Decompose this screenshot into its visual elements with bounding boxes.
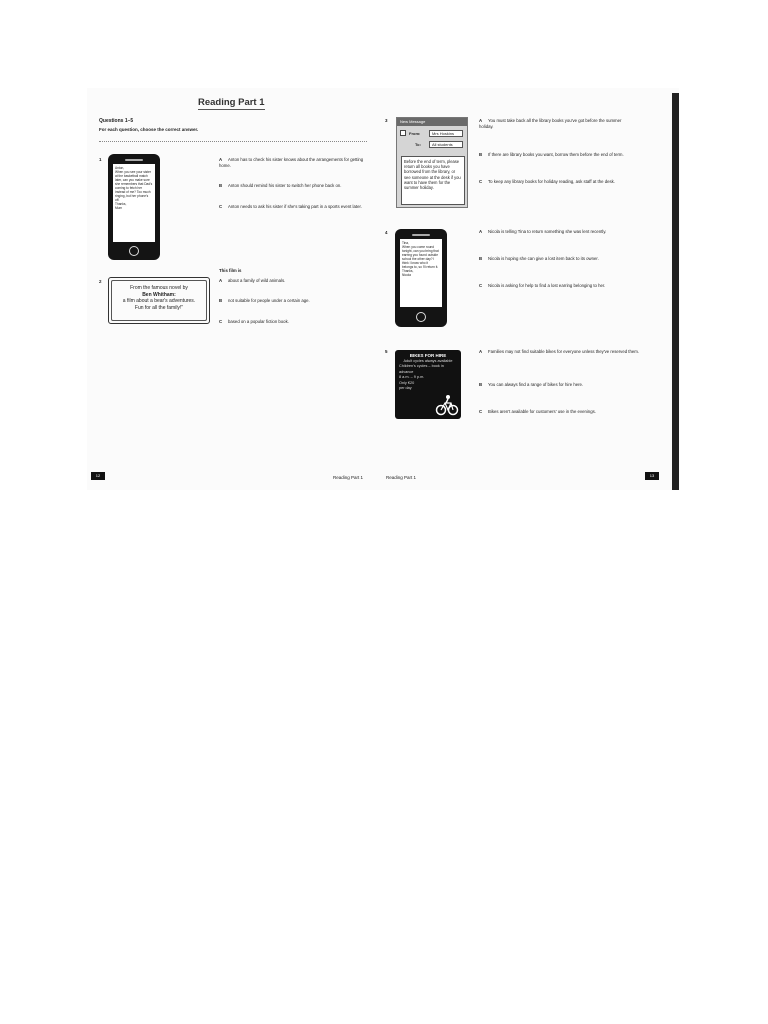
- instruction: For each question, choose the correct answer.: [99, 127, 199, 132]
- poster-line: Fun for all the family!": [134, 304, 184, 311]
- option-c[interactable]: C Anton needs to ask his sister if she's taking part in a sports event later.: [219, 204, 362, 209]
- notice-line: Adult cycles always available: [403, 358, 453, 363]
- email-window: [396, 117, 468, 208]
- option-c[interactable]: C Bikes aren't available for customers' use in the evenings.: [479, 409, 596, 414]
- option-a[interactable]: A Anton has to check his sister knows about the arrangements for getting home.: [219, 157, 364, 168]
- question-number: 5: [385, 349, 388, 354]
- poster-author: Ben Whitham:: [142, 291, 176, 298]
- option-b[interactable]: B You can always find a range of bikes for hire here.: [479, 382, 584, 387]
- notice-title: BIKES FOR HIRE: [409, 353, 447, 358]
- option-a[interactable]: A about a family of wild animals.: [219, 278, 286, 283]
- question-number: 1: [99, 157, 102, 162]
- option-c[interactable]: C To keep any library books for holiday reading, ask staff at the desk.: [479, 179, 615, 184]
- question-stem: This film is: [219, 268, 242, 273]
- option-c[interactable]: C based on a popular fiction book.: [219, 319, 289, 324]
- page-edge: [672, 93, 679, 490]
- option-b[interactable]: B If there are library books you want, borrow them before the end of term.: [479, 152, 624, 157]
- option-a[interactable]: A Families may not find suitable bikes for everyone unless they've reserved them.: [479, 349, 640, 354]
- page-footer: Reading Part 1: [386, 475, 417, 480]
- notice-line: Children's cycles – book in advance: [399, 364, 444, 374]
- question-number: 4: [385, 230, 388, 235]
- phone-message: Tina, When you come round tonight, can you bring that earring you found outside school the other day? I think I know who it belongs to, so I'll return it. Thanks, Nicola: [400, 239, 442, 307]
- phone-message: Anton, When you see your sister at the basketball match later, can you make sure she remembers that Dad's coming to fetch her instead of me? Too much ringing, but her phone's off. Thanks, Mum: [113, 164, 155, 242]
- option-b[interactable]: B Nicola is hoping she can give a lost item back to its owner.: [479, 256, 599, 261]
- question-number: 3: [385, 118, 388, 123]
- option-a[interactable]: A You must take back all the library books you've got before the summer holiday.: [479, 118, 622, 129]
- notice-line: Only €20: [399, 380, 415, 385]
- window-title: New Message: [397, 118, 467, 126]
- email-body: Before the end of term, please return all books you have borrowed from the library, or see someone at the desk if you want to have them for the summer holiday.: [401, 156, 465, 205]
- from-label: From:: [409, 131, 421, 136]
- page-number: 13: [645, 472, 659, 480]
- to-field: All students: [429, 141, 463, 148]
- page-title: Reading Part 1: [198, 97, 265, 108]
- notice-line: per day: [399, 386, 412, 390]
- bicycle-icon: [435, 394, 459, 416]
- poster-line: From the famous novel by: [130, 285, 188, 291]
- divider: [99, 141, 367, 142]
- phone-illustration: [108, 154, 160, 260]
- option-b[interactable]: B not suitable for people under a certain age.: [219, 298, 310, 303]
- bike-hire-notice: [395, 350, 461, 419]
- option-c[interactable]: C Nicola is asking for help to find a lost earring belonging to her.: [479, 283, 606, 288]
- questions-heading: Questions 1–5: [99, 118, 134, 124]
- notice-line: 8 a.m. – 9 p.m.: [399, 375, 425, 379]
- envelope-icon: [400, 130, 406, 136]
- option-a[interactable]: A Nicola is telling Tina to return something she was lent recently.: [479, 229, 607, 234]
- question-number: 2: [99, 279, 102, 284]
- from-field: Mrs Hoskins: [429, 130, 463, 137]
- option-b[interactable]: B Anton should remind his sister to switch her phone back on.: [219, 183, 342, 188]
- phone-illustration: [395, 229, 447, 327]
- page-footer: Reading Part 1: [333, 475, 364, 480]
- to-label: To:: [415, 142, 421, 147]
- poster-line: a film about a bear's adventures.: [122, 298, 196, 304]
- page-number: 12: [91, 472, 105, 480]
- film-poster: [108, 277, 210, 324]
